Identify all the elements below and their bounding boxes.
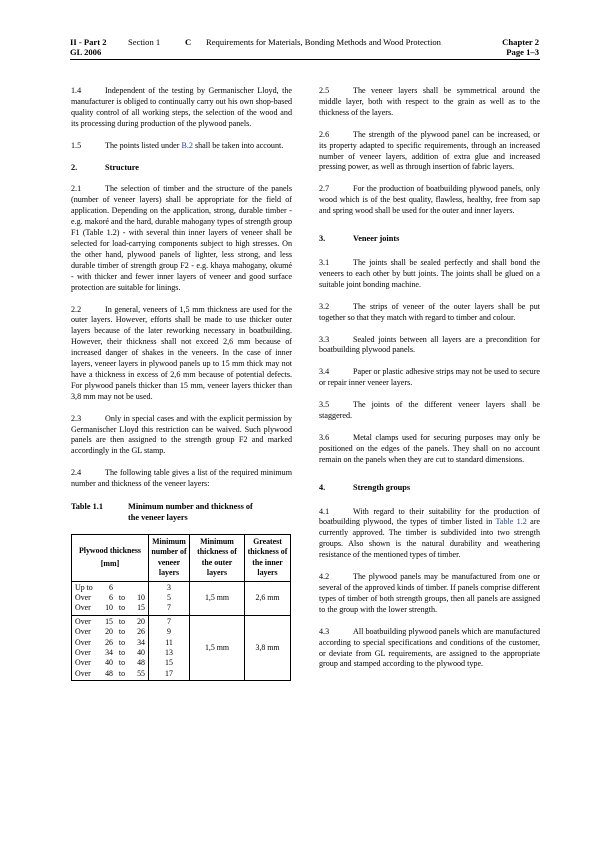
paragraph-2-3 [71, 414, 292, 458]
header-label: Plywood thickness [78, 545, 142, 555]
paragraph-number: 1.5 [71, 140, 82, 150]
paragraph-number: 3.4 [319, 367, 330, 377]
paragraph-text: With regard to their suitability for the production of boatbuilding plywood, the types of timber listed in [319, 506, 540, 527]
count-cell [149, 581, 190, 615]
header-rule [70, 59, 540, 60]
paragraph-text: The joints shall be sealed perfectly and shall bond the veneers to each other by butt joints. The joints shall be glued on a suitable joint bonding machine. [319, 257, 540, 289]
header-plywood-thickness [72, 534, 149, 581]
paragraph-number: 4.2 [319, 572, 330, 582]
paragraph-number: 2.2 [71, 304, 82, 314]
count-value: 7 [167, 603, 171, 613]
paragraph-number: 2.3 [71, 413, 82, 423]
range-line: Over 48 to 55 [75, 668, 145, 678]
paragraph-1-5 [71, 141, 292, 152]
header-min-outer-thickness: Minimum thickness of the outer layers [190, 534, 245, 581]
count-value: 11 [165, 637, 173, 647]
paragraph-2-6 [319, 130, 540, 174]
paragraph-number: 4.1 [319, 506, 330, 516]
table-number: Table 1.1 [71, 502, 103, 512]
header-section: Section 1 [128, 37, 161, 47]
range-line: Over 20 to 26 [75, 627, 145, 637]
count-value: 9 [167, 627, 171, 637]
table-title-line1: Minimum number and thickness of [128, 502, 253, 512]
paragraph-text: The plywood panels may be manufactured from one or several of the approved kinds of timber. If panels comprise different types of timber of both strength groups, then all panels are assigned to the group with the lower strength. [319, 572, 540, 614]
header-letter: C [185, 37, 192, 47]
outer-thickness-cell: 1,5 mm [190, 615, 245, 680]
header-page: Page 1–3 [506, 47, 539, 57]
paragraph-number: 2.5 [319, 86, 330, 95]
paragraph-3-2 [319, 302, 540, 324]
paragraph-text: The selection of timber and the structure of the panels (number of veneer layers) shall be appropriate for the field of application. Depending on the application, strong, durable timber - e.g. makoré and the hard, durable mahogany types of strength group F1 (Table 1.2) - with several thin inner layers of veneer shall be selected for load-carrying components subject to high stresses. On the other hand, plywood panels of lighter, less strong, and less durable timber of strength group F2 - e.g. khaya mahogany, okumé - with thicker and fewer inner layers of veneer and good surface protection are suitable for linings. [71, 184, 292, 292]
paragraph-3-3 [319, 335, 540, 357]
header-part: II - Part 2 [70, 37, 107, 47]
paragraph-number: 4.3 [319, 626, 330, 636]
count-value: 17 [165, 668, 173, 678]
paragraph-number: 3.6 [319, 432, 330, 442]
paragraph-text: Only in special cases and with the explicit permission by Germanischer Lloyd this restriction can be waived. Such plywood panels are then assigned to the strength group F2 and marked accordingly in the GL stamp. [71, 413, 292, 456]
section-title: Strength groups [353, 482, 411, 492]
paragraph-text: shall be taken into account. [192, 140, 284, 150]
paragraph-4-3 [319, 627, 540, 671]
paragraph-3-4 [319, 367, 540, 389]
table-title-line2: the veneer layers [128, 513, 188, 522]
paragraph-number: 2.4 [71, 468, 82, 478]
count-value: 13 [165, 647, 173, 657]
count-cell [149, 615, 190, 680]
paragraph-text: Sealed joints between all layers are a precondition for boatbuilding plywood panels. [319, 334, 540, 355]
range-cell [72, 615, 149, 680]
range-line: Over 15 to 20 [75, 616, 145, 626]
paragraph-text: The joints of the different veneer layers shall be staggered. [319, 400, 540, 421]
paragraph-1-4 [71, 86, 292, 130]
section-number: 3. [319, 234, 326, 244]
paragraph-text: In general, veneers of 1,5 mm thickness are used for the outer layers. However, efforts shall be made to use thicker outer layers because of the later reworking necessary in boatbuilding. However, their thickness shall not exceed 2,6 mm because of increased danger of shakes in the veneers. In the case of inner layers, veneer layers in plywood panels up to 15 mm thick may not have a thickness in excess of 2,6 mm because of potential defects. For plywood panels thicker than 15 mm, veneer layers thicker than 3,8 mm may not be used. [71, 304, 292, 401]
section-heading-veneer-joints [319, 234, 540, 245]
header-chapter: Chapter 2 [502, 37, 539, 47]
paragraph-3-5 [319, 400, 540, 422]
header-greatest-inner-thickness: Greatest thickness of the inner layers [245, 534, 291, 581]
paragraph-text: The points listed under [105, 140, 182, 150]
table-row [72, 615, 291, 680]
range-line: Over 10 to 15 [75, 603, 145, 613]
range-line: Over 34 to 40 [75, 647, 145, 657]
count-value: 3 [167, 582, 171, 592]
paragraph-number: 3.5 [319, 400, 330, 410]
veneer-layers-table [71, 534, 291, 681]
paragraph-text: The following table gives a list of the required minimum number and thickness of the veneer layers: [71, 468, 292, 489]
paragraph-2-2 [71, 305, 292, 403]
paragraph-2-1 [71, 184, 292, 293]
section-number: 2. [71, 162, 78, 172]
count-value: 15 [165, 658, 173, 668]
paragraph-text: The veneer layers shall be symmetrical around the middle layer, both with respect to the grain as well as to the thickness of the layers. [319, 86, 540, 117]
header-edition: GL 2006 [70, 47, 102, 57]
paragraph-2-4 [71, 468, 292, 490]
paragraph-number: 2.1 [71, 184, 82, 194]
paragraph-number: 3.3 [319, 334, 330, 344]
paragraph-number: 2.7 [319, 184, 330, 194]
table-row [72, 581, 291, 615]
range-cell [72, 581, 149, 615]
paragraph-2-7 [319, 184, 540, 217]
paragraph-number: 3.2 [319, 301, 330, 311]
paragraph-text: The strength of the plywood panel can be increased, or its property adapted to specific requirements, through an increased number of veneer layers, addition of extra glue and increased pressing power, as well as through insertion of fabric layers. [319, 129, 540, 172]
paragraph-text: Metal clamps used for securing purposes may only be positioned on the edges of the panels. They shall on no account remain on the panels when they are cut to standard dimensions. [319, 432, 540, 464]
paragraph-text: are currently approved. The timber is subdivided into two strength groups. Also shown is the natural durability and weathering resistance of the mentioned types of timber. [319, 517, 540, 560]
link-b2[interactable]: B.2 [181, 140, 193, 150]
paragraph-2-5 [319, 86, 540, 119]
table-caption [71, 502, 292, 524]
section-title: Veneer joints [353, 234, 400, 244]
left-column [71, 86, 292, 681]
paragraph-3-6 [319, 433, 540, 466]
count-value: 7 [167, 616, 171, 626]
right-column [319, 86, 540, 681]
paragraph-number: 2.6 [319, 129, 330, 139]
paragraph-number: 3.1 [319, 257, 330, 267]
section-title: Structure [105, 162, 139, 172]
section-heading-structure [71, 163, 292, 174]
paragraph-4-2 [319, 572, 540, 616]
link-table-1-2[interactable]: Table 1.2 [495, 517, 527, 527]
count-value: 5 [167, 592, 171, 602]
inner-thickness-cell: 3,8 mm [245, 615, 291, 680]
range-line: Over 40 to 48 [75, 658, 145, 668]
paragraph-text: All boatbuilding plywood panels which are manufactured according to special specifications and conditions of the customer, or deviate from GL requirements, are assigned to the appropriate group and stamped according to the plywood type. [319, 626, 540, 669]
header-title: Requirements for Materials, Bonding Methods and Wood Protection [206, 37, 441, 47]
table-title [128, 502, 253, 524]
header-unit: [mm] [100, 559, 120, 569]
range-line: Over 6 to 10 [75, 592, 145, 602]
paragraph-3-1 [319, 258, 540, 291]
paragraph-text: The strips of veneer of the outer layers shall be put together so that they match with regard to timber and colour. [319, 301, 540, 322]
paragraph-4-1 [319, 507, 540, 562]
section-number: 4. [319, 482, 326, 492]
outer-thickness-cell: 1,5 mm [190, 581, 245, 615]
range-line: Up to 6 [75, 582, 113, 592]
paragraph-text: Independent of the testing by Germanischer Lloyd, the manufacturer is obliged to continually carry out his own shop-based quality control of all working steps, the selection of the wood and its processing during production of the plywood panels. [71, 86, 292, 128]
header-min-number: Minimum number of veneer layers [149, 534, 190, 581]
section-heading-strength-groups [319, 483, 540, 494]
paragraph-text: Paper or plastic adhesive strips may not be used to secure or repair inner veneer layers. [319, 367, 540, 388]
paragraph-text: For the production of boatbuilding plywood panels, only wood which is of the best quality, flawless, healthy, free from sap and spring wood shall be used for the outer and inner layers. [319, 184, 540, 216]
inner-thickness-cell: 2,6 mm [245, 581, 291, 615]
paragraph-number: 1.4 [71, 86, 82, 95]
range-line: Over 26 to 34 [75, 637, 145, 647]
table-header-row [72, 534, 291, 581]
